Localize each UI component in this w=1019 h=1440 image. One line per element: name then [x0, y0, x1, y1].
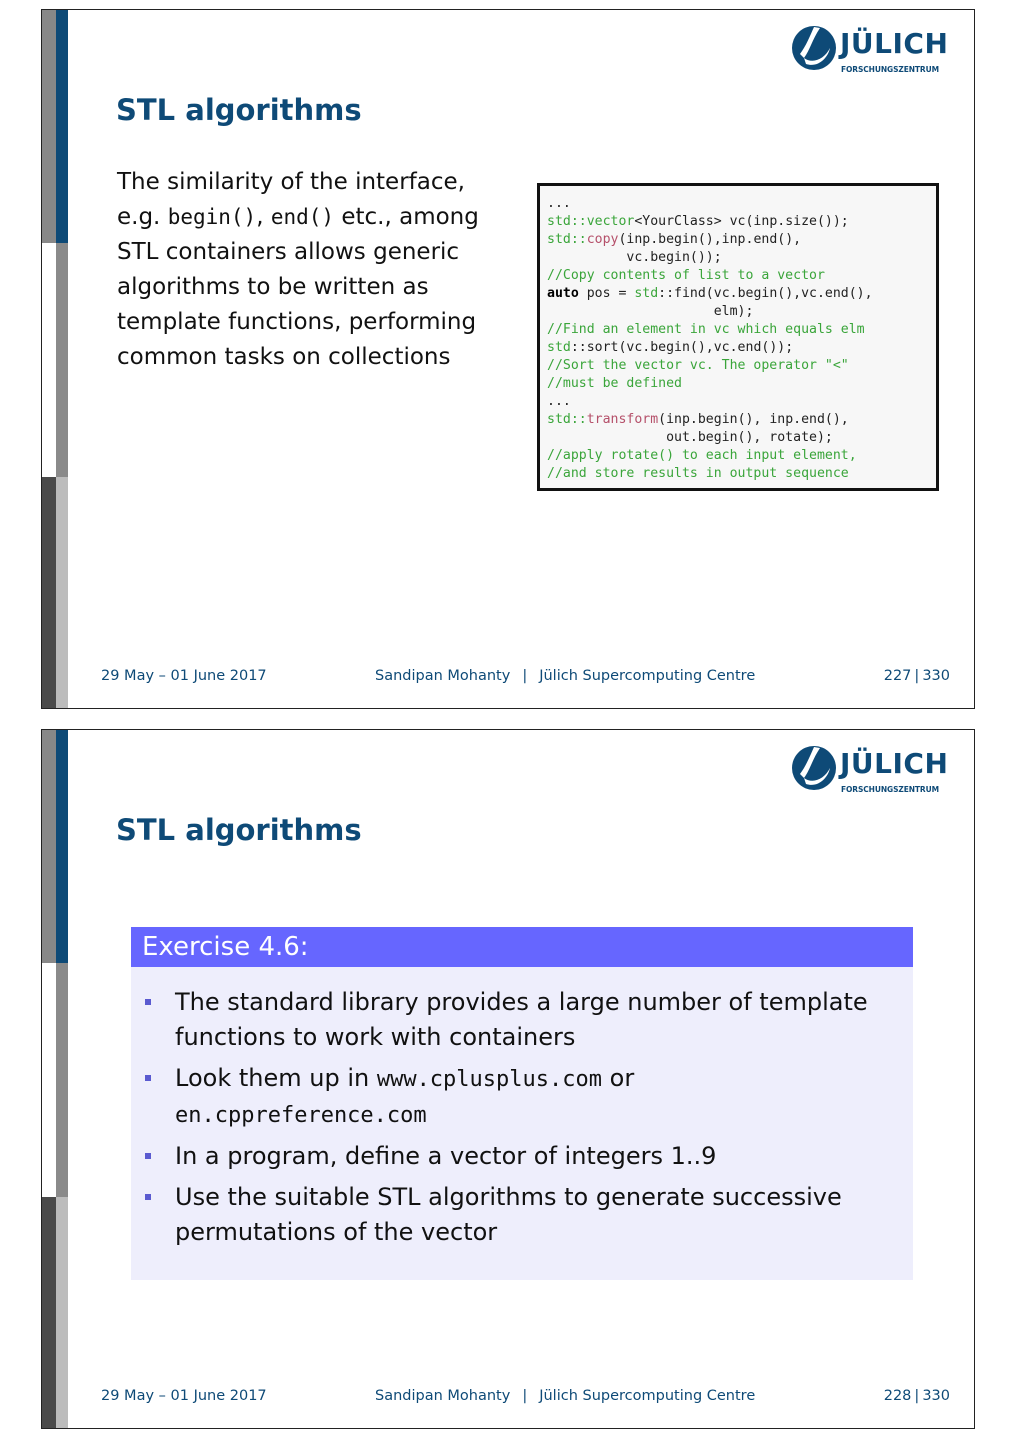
left-decoration-bar — [42, 10, 68, 708]
code-comment: //and store results in output sequence — [547, 466, 849, 481]
logo-wordmark: JÜLICH — [840, 27, 949, 60]
inline-code: end() — [270, 205, 335, 229]
slide-footer — [42, 668, 974, 688]
juelich-emblem-icon — [790, 744, 838, 792]
code-comment: //Find an element in vc which equals elm — [547, 322, 865, 337]
slide-227 — [41, 9, 975, 709]
code-comment: //apply rotate() to each input element, — [547, 448, 857, 463]
body-text-part: , — [256, 204, 271, 230]
bullet-text: Look them up in — [175, 1064, 377, 1092]
bullet-text: or — [602, 1064, 635, 1092]
code-line-rest: <YourClass> vc(inp.size()); — [634, 214, 849, 229]
page-separator: | — [914, 1388, 920, 1404]
juelich-logo — [790, 24, 950, 76]
bullet-icon — [145, 1194, 151, 1200]
slide-footer — [42, 1388, 974, 1408]
list-item — [175, 1061, 893, 1133]
code-listing — [537, 183, 939, 491]
page-current: 227 — [883, 668, 912, 684]
footer-author-org — [375, 1388, 755, 1404]
exercise-bullet-list — [175, 985, 893, 1250]
list-item — [175, 985, 893, 1055]
footer-org: Jülich Supercomputing Centre — [539, 668, 756, 684]
footer-org: Jülich Supercomputing Centre — [539, 1388, 756, 1404]
slide-title: STL algorithms — [116, 93, 362, 127]
bullet-text: In a program, define a vector of integers 1..9 — [175, 1142, 717, 1170]
list-item — [175, 1139, 893, 1174]
code-line: ... — [547, 196, 571, 211]
footer-separator: | — [522, 668, 528, 684]
exercise-header: Exercise 4.6: — [131, 927, 913, 967]
footer-date: 29 May – 01 June 2017 — [101, 668, 267, 684]
logo-wordmark: JÜLICH — [840, 747, 949, 780]
bullet-text: The standard library provides a large number of template functions to work with containers — [175, 988, 868, 1051]
footer-separator: | — [522, 1388, 528, 1404]
slide-title: STL algorithms — [116, 813, 362, 847]
bullet-icon — [145, 1153, 151, 1159]
footer-date: 29 May – 01 June 2017 — [101, 1388, 267, 1404]
page-total: 330 — [922, 1388, 950, 1404]
body-text-part: etc., among STL containers allows generic algorithms to be written as template functions, performing common tasks on collections — [117, 204, 479, 370]
url-cppreference: en.cppreference.com — [175, 1103, 427, 1128]
logo-subtitle: FORSCHUNGSZENTRUM — [841, 785, 939, 794]
footer-author-org — [375, 668, 755, 684]
list-item — [175, 1180, 893, 1250]
url-cplusplus: www.cplusplus.com — [376, 1067, 602, 1092]
page-separator: | — [914, 668, 920, 684]
juelich-logo — [790, 744, 950, 796]
bullet-icon — [145, 1075, 151, 1081]
slide-228 — [41, 729, 975, 1429]
left-decoration-bar — [42, 730, 68, 1428]
bullet-icon — [145, 999, 151, 1005]
inline-code: begin() — [167, 205, 257, 229]
exercise-body — [131, 967, 913, 1280]
body-text-part: The similarity of the interface, e.g. — [117, 169, 465, 230]
slide-body-text — [117, 165, 512, 375]
footer-page-number — [884, 1388, 950, 1404]
code-comment: //Sort the vector vc. The operator "<" — [547, 358, 849, 373]
code-comment: //Copy contents of list to a vector — [547, 268, 825, 283]
code-line: ... — [547, 394, 571, 409]
footer-page-number — [884, 668, 950, 684]
code-block: ... std::vector<YourClass> vc(inp.size()); std::copy(inp.begin(),inp.end(), vc.begin()); //Copy contents of list to a vector auto pos = std::find(vc.begin(),vc.end(), elm); //Find an element in vc which equals elm std::sort(vc.begin(),vc.end()); //Sort the vector vc. The operator "<" //must be defined ... std::transform(inp.begin(), inp.end(), out.begin(), rotate); //apply rotate() to each input element, //and store results in output sequence — [547, 196, 873, 481]
bullet-text: Use the suitable STL algorithms to generate successive permutations of the vector — [175, 1183, 842, 1246]
page-total: 330 — [922, 668, 950, 684]
logo-subtitle: FORSCHUNGSZENTRUM — [841, 65, 939, 74]
juelich-emblem-icon — [790, 24, 838, 72]
footer-author: Sandipan Mohanty — [375, 668, 511, 684]
footer-author: Sandipan Mohanty — [375, 1388, 511, 1404]
page-current: 228 — [883, 1388, 912, 1404]
code-comment: //must be defined — [547, 376, 682, 391]
